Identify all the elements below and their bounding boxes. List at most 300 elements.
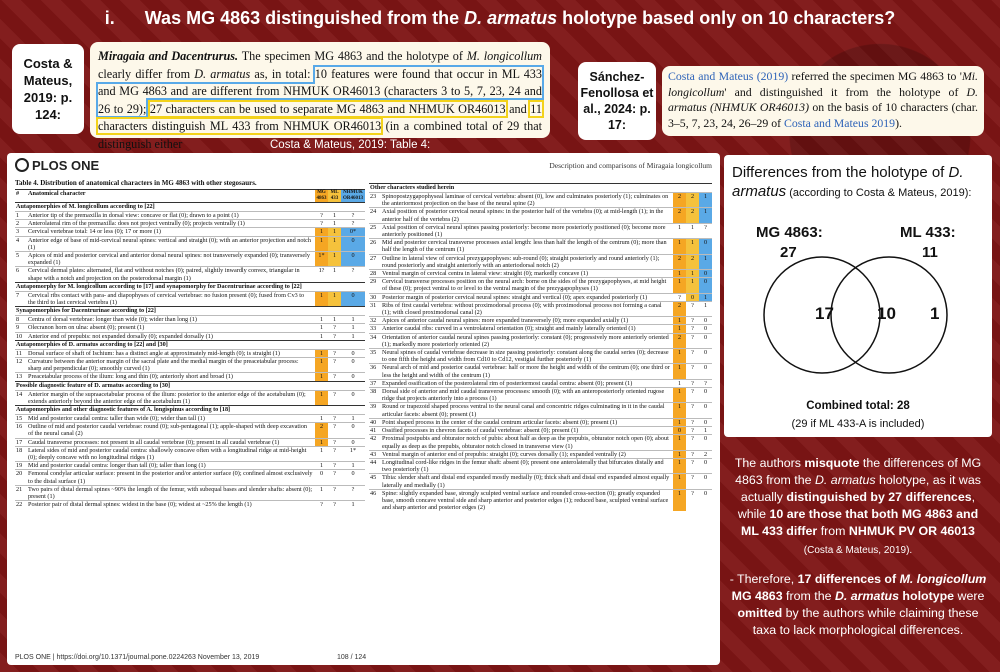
quote2-t4: ' and distinguished it from the holotype of <box>724 84 967 99</box>
ml433-value: ? <box>691 379 694 387</box>
mg4863-value: 1 <box>677 223 682 231</box>
c-p1i: from <box>817 524 849 538</box>
row-number: 14 <box>16 390 23 398</box>
table-row <box>369 426 712 434</box>
nhmuk-value: 0 <box>703 474 708 482</box>
section-heading: Autapomorphies and other diagnostic features of A. longispinus according to [18] <box>15 405 365 414</box>
ml433-value: ? <box>691 317 694 325</box>
mg4863-value: 0 <box>319 470 324 478</box>
row-number: 35 <box>370 349 377 357</box>
nhmuk-value: 0 <box>703 403 708 411</box>
row-description: Neural spines of caudal vertebrae decrease in size passing posteriorly: constant along the caudal series (0); decrease to one fifth the height and width from Cd10 to Cd12, vestigial further posteriorly (1) <box>382 349 669 364</box>
row-description: Posterior margin of posterior cervical neural spines: straight and vertical (0); apex expanded posteriorly (1) <box>382 293 648 301</box>
ml433-value: 1 <box>686 239 699 253</box>
venn-diagram <box>724 155 992 437</box>
row-description: Ossified processes in chevron facets of caudal vertebrae: absent (0); present (1) <box>382 427 579 435</box>
combined-total: Combined total: 28 <box>806 400 910 412</box>
table-row <box>15 315 365 323</box>
table-row <box>369 387 712 402</box>
ml433-value: ? <box>691 418 694 426</box>
conclusion-text <box>728 455 988 639</box>
mg4863-value: 1 <box>315 439 328 446</box>
ml433-value: ? <box>691 301 694 309</box>
ml433-value: ? <box>333 501 336 509</box>
row-number: 34 <box>370 333 377 341</box>
row-number: 4 <box>16 236 20 244</box>
nhmuk-value: 1 <box>699 208 712 222</box>
ml433-value: 2 <box>686 255 699 269</box>
ml433-value: 0 <box>686 294 699 301</box>
ml433-value: 1 <box>328 237 341 251</box>
title-species: D. armatus <box>464 8 558 28</box>
table-row <box>15 438 365 446</box>
quote2-label: Sánchez-Fenollosa et al., 2024: p. 17: <box>580 70 654 132</box>
row-number: 43 <box>370 450 377 458</box>
paper-footer-right: 108 / 124 <box>337 654 367 661</box>
table-row <box>15 422 365 437</box>
quote2-t8: ). <box>895 115 902 130</box>
nhmuk-value: 0 <box>351 349 355 357</box>
venn-title-1: Differences from the holotype of <box>732 164 949 181</box>
ml433-value: ? <box>333 324 336 332</box>
slide-title <box>0 8 1000 29</box>
c-p2j: by the authors while claiming these taxa to lack morphological differences. <box>752 606 979 637</box>
table-row <box>15 390 365 405</box>
row-number: 5 <box>16 252 20 260</box>
plos-icon <box>15 158 29 172</box>
conclusion-paragraph-2 <box>728 571 988 639</box>
table-row <box>15 469 365 484</box>
table-row <box>15 236 365 251</box>
ml433-value: ? <box>691 427 694 435</box>
table-row <box>15 500 365 508</box>
row-number: 6 <box>16 267 20 275</box>
table-row <box>369 489 712 512</box>
nhmuk-value: ? <box>704 379 707 387</box>
row-number: 1 <box>16 212 20 219</box>
c-p1a: The authors <box>734 456 805 470</box>
table-row <box>369 450 712 458</box>
row-description: Apices of mid and posterior cervical and anterior dorsal neural spines: not transversely expanded (0); transversely expanded (1) <box>28 252 310 267</box>
row-number: 44 <box>370 458 377 466</box>
ml433-value: ? <box>333 332 336 340</box>
row-description: Curvature between the anterior margin of the sacral plate and the medial margin of the preacetabular process: sharp and perpendicular (0); smoothly curved (1) <box>28 358 299 373</box>
row-number: 45 <box>370 474 377 482</box>
c-p2e: from the <box>782 589 835 603</box>
ml433-value: ? <box>333 390 336 398</box>
mg4863-value: 1 <box>673 325 686 332</box>
table-row <box>15 446 365 461</box>
left-set-total: 27 <box>780 244 797 261</box>
mg4863-value: 1 <box>319 332 324 340</box>
ml433-value: 2 <box>686 193 699 207</box>
ml433-value: ? <box>691 403 694 411</box>
mg4863-value: ? <box>320 220 323 228</box>
row-number: 13 <box>16 373 23 381</box>
table-row <box>369 207 712 222</box>
mg4863-value: 1? <box>318 267 325 275</box>
mg4863-value: 1 <box>315 373 328 380</box>
nhmuk-value: 0 <box>341 252 365 266</box>
nhmuk-value: 0 <box>699 278 712 292</box>
paper-footer-left: PLOS ONE | https://doi.org/10.1371/journal.pone.0224263 November 13, 2019 <box>15 654 260 661</box>
row-description: Preacetabular process of the ilium: long and thin (0); anteriorly short and broad (1) <box>28 373 233 381</box>
table-row <box>369 316 712 324</box>
nhmuk-value: ? <box>351 212 355 219</box>
col-mg4863-header: MG 4863 <box>316 190 327 201</box>
row-number: 2 <box>16 220 20 228</box>
row-description: Proximal postpubis and obturator notch of pubis: about half as deep as the prepubis, obturator notch open (0); about equally as deep as the prepubis, obturator notch closed in transverse view (1) <box>382 435 669 450</box>
left-rows <box>15 202 365 509</box>
table-row <box>369 238 712 253</box>
right-rows <box>369 192 712 511</box>
table-row <box>369 254 712 269</box>
ml433-value: 1 <box>332 316 337 324</box>
ml433-value: 1 <box>328 252 341 266</box>
quote1-highlight-11: 11 characters distinguish ML 433 from NHMUK OR46013 <box>98 101 542 134</box>
row-description: Cervical ribs contact with para- and diapophyses of cervical vertebrae: no fusion present (0); fused from Cv3 to the third to last cervical vertebra (1) <box>28 291 305 307</box>
ml433-value: 1 <box>328 292 341 306</box>
nhmuk-value: 0 <box>341 237 365 251</box>
row-number: 46 <box>370 489 377 497</box>
combined-note: (29 if ML 433-A is included) <box>791 418 925 430</box>
c-p1k: (Costa & Mateus, 2019). <box>803 545 913 556</box>
row-number: 12 <box>16 358 23 366</box>
row-number: 20 <box>16 470 23 478</box>
table-row <box>369 223 712 238</box>
right-set-total: 11 <box>922 244 938 261</box>
row-number: 18 <box>16 446 23 454</box>
row-description: Dorsal side of anterior and mid caudal transverse processes: smooth (0); with an anteroposteriorly oriented rugose ridge that projects anteriorly into a process (1) <box>382 388 665 403</box>
row-number: 33 <box>370 325 377 333</box>
ml433-value: ? <box>691 349 694 357</box>
row-number: 38 <box>370 388 377 396</box>
table-row <box>369 458 712 473</box>
mg4863-value: 1 <box>319 462 324 470</box>
col-nhmuk-header: NHMUK OR46013 <box>343 190 363 201</box>
row-number: 29 <box>370 278 377 286</box>
ml433-value: ? <box>333 358 336 366</box>
ml433-value: 1 <box>332 220 337 228</box>
section-heading: Autapomorphies of M. longicollum according to [22] <box>15 202 365 211</box>
row-description: Point shaped process in the center of the caudal centrum articular facets: absent (0); present (1) <box>382 418 618 426</box>
quote1-highlight-27: 27 characters can be used to separate MG 4863 and NHMUK OR46013 <box>149 101 506 116</box>
section-heading: Synapomorphies for Dacentrurinae according to [22] <box>15 306 365 315</box>
ml433-value: ? <box>333 485 336 493</box>
running-head: Description and comparisons of Miragaia longicollum <box>549 161 712 170</box>
nhmuk-value: 2 <box>703 450 708 458</box>
title-pre: Was MG 4863 distinguished from the <box>144 8 465 28</box>
row-description: Anterior tip of the premaxilla in dorsal view: concave or flat (0); drawn to a point (1) <box>28 212 239 219</box>
ml433-value: ? <box>691 333 694 341</box>
row-description: Mid and posterior caudal centra: taller than wide (0); wider than tall (1) <box>28 415 205 423</box>
ml433-value: 1 <box>686 270 699 277</box>
col-ml433-header: ML 433 <box>328 190 341 202</box>
nhmuk-value: 1* <box>349 446 357 454</box>
table-row <box>369 192 712 207</box>
quote2-t6: on the basis of 10 characters (char. 3–5, 7, 23, 24, 26–29 of <box>668 100 979 130</box>
ml433-value: 2 <box>686 208 699 222</box>
mg4863-value: 1 <box>673 278 686 292</box>
row-description: Dorsal surface of shaft of Ischium: has a distinct angle at approximately mid-length (0); is straight (1) <box>28 349 280 357</box>
venn-panel <box>724 155 992 437</box>
table-row <box>369 277 712 292</box>
ml433-value: ? <box>333 446 336 454</box>
quote1-s2: clearly differ from <box>98 66 195 81</box>
right-table-header: Other characters studied herein <box>369 183 712 192</box>
mg4863-value: 1 <box>673 451 686 458</box>
nhmuk-value: 1 <box>351 324 355 332</box>
ml433-value: ? <box>333 423 336 431</box>
conclusion-paragraph-1 <box>728 455 988 559</box>
quote1-s1: The specimen MG 4863 and the holotype of <box>238 49 467 63</box>
mg4863-value: 1 <box>673 349 686 363</box>
nhmuk-value: 1 <box>351 332 355 340</box>
nhmuk-value: 0 <box>703 349 708 357</box>
row-description: Caudal transverse processes: not present in all caudal vertebrae (0); present in all caudal vertebrae (1) <box>28 438 280 446</box>
row-description: Round or trapezoid shaped process ventral to the neural canal and concentric ridges culminating in it in the caudal articular facets: absent (0); present (1) <box>382 403 665 418</box>
nhmuk-value: ? <box>351 485 355 493</box>
row-number: 9 <box>16 324 20 332</box>
quote2-label-box <box>578 62 656 140</box>
row-number: 27 <box>370 254 377 262</box>
c-p2g: holotype <box>898 589 955 603</box>
shared-count: 10 <box>877 304 896 323</box>
row-description: Posterior pair of distal dermal spines: widest in the base (0); widest at ~25% the length (1) <box>28 501 252 509</box>
table-row <box>369 269 712 277</box>
table-row <box>369 333 712 348</box>
table-row <box>15 372 365 380</box>
nhmuk-value: 0 <box>351 470 355 478</box>
nhmuk-value: 0 <box>703 458 708 466</box>
nhmuk-value: 0 <box>703 333 708 341</box>
nhmuk-value: 0 <box>703 364 708 372</box>
row-number: 26 <box>370 239 377 247</box>
venn-title-species: D. armatus <box>732 164 964 200</box>
nhmuk-value: 0 <box>351 423 355 431</box>
table-row <box>15 485 365 500</box>
nhmuk-value: 0 <box>341 292 365 306</box>
row-number: 41 <box>370 427 377 435</box>
row-number: 15 <box>16 415 23 423</box>
row-number: 36 <box>370 364 377 372</box>
ml433-value: ? <box>333 349 336 357</box>
ml433-value: ? <box>691 458 694 466</box>
table-row <box>15 349 365 357</box>
c-p2i: omitted <box>737 606 783 620</box>
ml433-value: ? <box>691 388 694 396</box>
plos-logo <box>15 158 99 173</box>
table-row <box>369 301 712 316</box>
mg4863-value: 2 <box>673 302 686 316</box>
nhmuk-value: 0 <box>703 489 708 497</box>
row-number: 23 <box>370 193 377 200</box>
row-number: 3 <box>16 228 20 236</box>
mg4863-value: 1 <box>673 239 686 253</box>
row-number: 11 <box>16 349 22 357</box>
mg4863-value: 1 <box>315 358 328 372</box>
ml433-value: 1 <box>332 267 337 275</box>
ml433-value: 1 <box>690 223 695 231</box>
mg4863-value: ? <box>678 293 681 301</box>
mg4863-value: 2 <box>673 334 686 348</box>
row-number: 17 <box>16 438 23 446</box>
row-number: 19 <box>16 462 23 470</box>
row-description: Ribs of first caudal vertebra: without proximodorsal process (0); with proximodorsal process not forming a canal (1); with closed proximodorsal canal (2) <box>382 301 662 317</box>
mg4863-value: 1 <box>319 446 324 454</box>
mg4863-value: 1 <box>319 324 324 332</box>
quote1-and: and <box>505 101 531 116</box>
row-description: Outline of mid and posterior caudal vertebrae: round (0); sub-pentagonal (1); apple-shaped with deep excavation of the neural canal (2) <box>28 423 308 438</box>
mg4863-value: ? <box>320 212 323 219</box>
ml433-value: ? <box>691 364 694 372</box>
mg4863-value: 1 <box>315 350 328 357</box>
quote1-lead: Miragaia and Dacentrurus. <box>98 49 239 63</box>
row-number: 24 <box>370 208 377 216</box>
col-num-header: # <box>16 190 20 197</box>
mg4863-value: 2 <box>315 423 328 437</box>
mg4863-value: 1 <box>315 391 328 405</box>
c-p2h: were <box>954 589 985 603</box>
table-row <box>15 227 365 235</box>
quote2-ref2: Costa and Mateus 2019 <box>784 115 896 130</box>
row-description: Spine: slightly expanded base, strongly sculpted ventral surface and rounded cross-section (0); greatly expanded base, smooth concave ventral side and sharp anterior and posterior edges (1); reduced base, sculpted ventral surface and sharp anterior and posterior edges (2) <box>382 489 669 512</box>
table-row <box>15 291 365 306</box>
ml433-value: ? <box>333 415 336 423</box>
title-post: holotype based only on 10 characters? <box>557 8 896 28</box>
row-number: 39 <box>370 403 377 411</box>
mg4863-value: 2 <box>673 193 686 207</box>
ml433-value: ? <box>691 489 694 497</box>
c-p2b: 17 differences of <box>797 572 900 586</box>
section-heading: Possible diagnostic feature of D. armatus according to [30] <box>15 381 365 390</box>
table-row <box>369 363 712 378</box>
nhmuk-value: 0 <box>351 358 355 366</box>
row-description: Longitudinal cord-like ridges in the femur shaft: absent (0); present one anterolaterally that bifurcates distally and two posteriorly (1) <box>382 458 664 474</box>
nhmuk-value: 0 <box>703 317 708 325</box>
table-row <box>15 332 365 340</box>
section-heading: Autapomorphies of D. armatus according to [22] and [30] <box>15 340 365 349</box>
nhmuk-value: 0 <box>703 388 708 396</box>
row-description: Ventral margin of cervical centra in lateral view: straight (0); markedly concave (1) <box>382 270 589 278</box>
paper-page <box>7 153 720 665</box>
row-description: Femoral condylar articular surface: present in the posterior and/or anterior surface (0); confined almost exclusively to the distal surface (1) <box>28 470 313 485</box>
row-number: 28 <box>370 270 377 278</box>
nhmuk-value: ? <box>351 220 355 228</box>
row-description: Cervical dermal plates: alternated, flat and without notches (0); paired, slightly inwardly convex, triangular in shape with a notch and projection on the posterodorsal margin (1) <box>28 267 300 282</box>
row-number: 30 <box>370 293 377 301</box>
title-number: i. <box>104 8 115 28</box>
quote2-t3: Mi. longicollum <box>668 69 978 99</box>
nhmuk-value: 1 <box>351 415 355 423</box>
mg4863-value: 1 <box>319 485 324 493</box>
mg4863-value: 1 <box>673 270 686 277</box>
row-description: Axial position of posterior cervical neural spines: in the posterior half of the vertebra (0); at mid-length (1); in the anterior half of the vertebra (2) <box>382 208 664 223</box>
row-description: Anterior end of prepubis: not expanded dorsally (0); expanded dorsally (1) <box>28 332 213 340</box>
table-row <box>369 324 712 332</box>
table-row <box>369 293 712 301</box>
row-description: Mid and posterior caudal centra: longer than tall (0); taller than long (1) <box>28 462 206 470</box>
row-description: Orientation of anterior caudal neural spines passing posteriorly: constant (0); progressively more anteriorly oriented (1); markedly more posteriorly oriented (2) <box>382 333 669 348</box>
row-number: 40 <box>370 418 377 426</box>
nhmuk-value: 0* <box>341 228 365 235</box>
row-description: Cervical vertebrae total: 14 or less (0); 17 or more (1) <box>28 228 161 236</box>
table-row <box>369 418 712 426</box>
row-number: 25 <box>370 223 377 231</box>
table-row <box>15 323 365 331</box>
row-number: 21 <box>16 485 23 493</box>
table-caption: Costa & Mateus, 2019: Table 4: <box>270 139 431 151</box>
row-description: Anterior margin of the supraacetabular process of the ilium: posterior to the anterior edge of the acetabulum (0); extends anteriorly beyond the anterior edge of the acetabulum (1) <box>28 390 306 405</box>
mg4863-value: 1 <box>673 317 686 324</box>
c-p1b: misquote <box>804 456 860 470</box>
mg4863-value: 2 <box>673 208 686 222</box>
nhmuk-value: 0 <box>351 373 355 381</box>
row-number: 7 <box>16 291 20 299</box>
row-description: Olecranon horn on ulna: absent (0); present (1) <box>28 324 145 332</box>
quote2-box <box>662 66 984 136</box>
quote2-ref1: Costa and Mateus (2019) <box>668 69 789 83</box>
mg4863-value: 1 <box>673 474 686 488</box>
c-p1c: the differences of MG 4863 from the <box>735 456 982 487</box>
c-p2c: M. longicollum <box>899 572 987 586</box>
table-row <box>15 357 365 372</box>
c-p1g: , while <box>737 490 976 521</box>
row-description: Expanded ossification of the posterolateral rim of posteriormost caudal centra: absent (0); present (1) <box>382 379 633 387</box>
ml433-value: ? <box>333 462 336 470</box>
ml433-value: 1 <box>328 228 341 235</box>
mg4863-value: 2 <box>673 255 686 269</box>
mg4863-value: ? <box>320 501 323 509</box>
quote2-t5: D. armatus (NHMUK OR46013) <box>668 84 978 115</box>
c-p1j: NHMUK PV OR 46013 <box>848 524 975 538</box>
mg4863-value: 1 <box>673 364 686 378</box>
left-table-header <box>15 189 365 202</box>
section-heading: Autapomorphy for M. longicollum according to [17] and synapomorphy for Dacentrurinae according to [22] <box>15 282 365 291</box>
mg4863-value: 1 <box>673 459 686 473</box>
ml433-value: 1 <box>332 212 337 219</box>
nhmuk-value: 1 <box>351 316 355 324</box>
c-p2d: MG 4863 <box>731 589 783 603</box>
c-p2a: - Therefore, <box>729 572 798 586</box>
right-set-name: ML 433: <box>900 224 956 241</box>
row-description: Anterolateral rim of the premaxilla: does not project ventrally (0); projects ventrally (1) <box>28 220 245 228</box>
table-row <box>15 251 365 266</box>
row-number: 37 <box>370 379 377 387</box>
quote1-label-box <box>12 44 84 134</box>
mg4863-value: 1 <box>319 415 324 423</box>
nhmuk-value: 0 <box>351 390 355 398</box>
mg4863-value: 1 <box>673 490 686 512</box>
quote1-label: Costa & Mateus, 2019: p. 124: <box>23 56 73 122</box>
ml433-value: ? <box>333 438 336 446</box>
ml433-value: ? <box>691 435 694 443</box>
row-number: 31 <box>370 301 377 309</box>
nhmuk-value: 1 <box>351 462 355 470</box>
row-number: 42 <box>370 435 377 443</box>
mg4863-value: 1 <box>315 292 328 306</box>
table-row <box>15 461 365 469</box>
only-left-count: 17 <box>815 304 834 323</box>
row-description: Lateral sides of mid and posterior caudal centra: shallowly concave often with a longitudinal ridge at mid-height (0); deeply concave with no longitudinal ridges (1) <box>28 446 307 462</box>
mg4863-value: 1 <box>319 316 324 324</box>
nhmuk-value: 1 <box>699 193 712 207</box>
row-description: Ventral margin of anterior end of prepubis: straight (0); curves dorsally (1); expanded ventrally (2) <box>382 450 626 458</box>
table-row <box>369 473 712 488</box>
mg4863-value: 0 <box>673 427 686 434</box>
table-row <box>15 211 365 219</box>
right-table <box>369 183 712 511</box>
